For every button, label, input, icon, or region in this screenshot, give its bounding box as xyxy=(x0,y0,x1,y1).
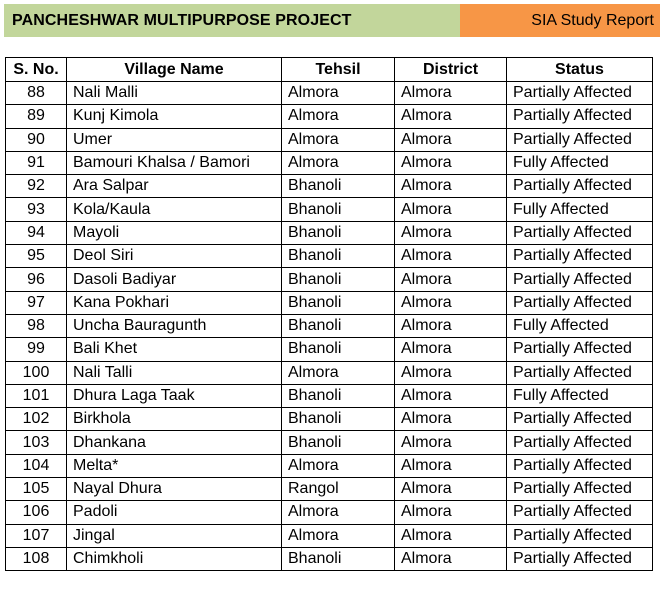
table-row xyxy=(6,408,653,431)
village-name-cell: Mayoli xyxy=(67,221,282,244)
status-cell: Fully Affected xyxy=(507,198,653,221)
district-cell: Almora xyxy=(395,105,507,128)
sno-cell: 88 xyxy=(6,82,67,105)
tehsil-cell: Bhanoli xyxy=(282,314,395,337)
sno-cell: 104 xyxy=(6,454,67,477)
page-header xyxy=(4,4,660,37)
tehsil-cell: Bhanoli xyxy=(282,408,395,431)
status-cell: Partially Affected xyxy=(507,245,653,268)
sno-cell: 105 xyxy=(6,478,67,501)
tehsil-cell: Almora xyxy=(282,82,395,105)
village-name-cell: Nali Malli xyxy=(67,82,282,105)
table-row xyxy=(6,151,653,174)
district-cell: Almora xyxy=(395,291,507,314)
status-cell: Partially Affected xyxy=(507,547,653,570)
sno-cell: 108 xyxy=(6,547,67,570)
district-cell: Almora xyxy=(395,198,507,221)
table-row xyxy=(6,221,653,244)
report-title: SIA Study Report xyxy=(531,11,654,29)
village-name-cell: Nali Talli xyxy=(67,361,282,384)
district-cell: Almora xyxy=(395,361,507,384)
status-cell: Partially Affected xyxy=(507,478,653,501)
district-cell: Almora xyxy=(395,524,507,547)
village-name-cell: Bamouri Khalsa / Bamori xyxy=(67,151,282,174)
status-cell: Fully Affected xyxy=(507,384,653,407)
table-row xyxy=(6,501,653,524)
tehsil-cell: Almora xyxy=(282,128,395,151)
status-cell: Partially Affected xyxy=(507,338,653,361)
tehsil-cell: Bhanoli xyxy=(282,198,395,221)
sno-cell: 89 xyxy=(6,105,67,128)
status-cell: Partially Affected xyxy=(507,454,653,477)
tehsil-cell: Rangol xyxy=(282,478,395,501)
table-row xyxy=(6,384,653,407)
table-row xyxy=(6,175,653,198)
status-cell: Partially Affected xyxy=(507,268,653,291)
column-header-district: District xyxy=(395,58,507,82)
district-cell: Almora xyxy=(395,501,507,524)
village-name-cell: Kunj Kimola xyxy=(67,105,282,128)
table-row xyxy=(6,524,653,547)
column-header-status: Status xyxy=(507,58,653,82)
tehsil-cell: Bhanoli xyxy=(282,384,395,407)
sno-cell: 100 xyxy=(6,361,67,384)
tehsil-cell: Bhanoli xyxy=(282,245,395,268)
tehsil-cell: Bhanoli xyxy=(282,547,395,570)
column-header-sno: S. No. xyxy=(6,58,67,82)
column-header-village: Village Name xyxy=(67,58,282,82)
district-cell: Almora xyxy=(395,314,507,337)
table-row xyxy=(6,268,653,291)
table-row xyxy=(6,105,653,128)
village-name-cell: Dhura Laga Taak xyxy=(67,384,282,407)
district-cell: Almora xyxy=(395,221,507,244)
table-row xyxy=(6,82,653,105)
table-row xyxy=(6,547,653,570)
sno-cell: 90 xyxy=(6,128,67,151)
status-cell: Partially Affected xyxy=(507,175,653,198)
status-cell: Fully Affected xyxy=(507,151,653,174)
sno-cell: 97 xyxy=(6,291,67,314)
district-cell: Almora xyxy=(395,431,507,454)
sno-cell: 99 xyxy=(6,338,67,361)
table-row xyxy=(6,338,653,361)
project-title: PANCHESHWAR MULTIPURPOSE PROJECT xyxy=(12,11,352,29)
village-name-cell: Dasoli Badiyar xyxy=(67,268,282,291)
table-row xyxy=(6,361,653,384)
sno-cell: 93 xyxy=(6,198,67,221)
table-header-row xyxy=(6,58,653,82)
tehsil-cell: Bhanoli xyxy=(282,268,395,291)
sno-cell: 94 xyxy=(6,221,67,244)
village-table xyxy=(5,57,653,571)
sno-cell: 107 xyxy=(6,524,67,547)
status-cell: Partially Affected xyxy=(507,82,653,105)
table-row xyxy=(6,431,653,454)
table-row xyxy=(6,245,653,268)
status-cell: Partially Affected xyxy=(507,501,653,524)
table-row xyxy=(6,478,653,501)
status-cell: Partially Affected xyxy=(507,105,653,128)
sno-cell: 96 xyxy=(6,268,67,291)
report-title-cell xyxy=(460,4,660,37)
district-cell: Almora xyxy=(395,268,507,291)
table-row xyxy=(6,314,653,337)
district-cell: Almora xyxy=(395,478,507,501)
village-name-cell: Ara Salpar xyxy=(67,175,282,198)
village-name-cell: Bali Khet xyxy=(67,338,282,361)
district-cell: Almora xyxy=(395,151,507,174)
sno-cell: 95 xyxy=(6,245,67,268)
tehsil-cell: Bhanoli xyxy=(282,291,395,314)
sno-cell: 103 xyxy=(6,431,67,454)
district-cell: Almora xyxy=(395,128,507,151)
district-cell: Almora xyxy=(395,338,507,361)
table-row xyxy=(6,198,653,221)
tehsil-cell: Almora xyxy=(282,524,395,547)
tehsil-cell: Almora xyxy=(282,361,395,384)
status-cell: Partially Affected xyxy=(507,408,653,431)
status-cell: Partially Affected xyxy=(507,524,653,547)
sno-cell: 101 xyxy=(6,384,67,407)
status-cell: Partially Affected xyxy=(507,128,653,151)
tehsil-cell: Almora xyxy=(282,454,395,477)
status-cell: Partially Affected xyxy=(507,361,653,384)
tehsil-cell: Bhanoli xyxy=(282,175,395,198)
project-title-cell xyxy=(4,4,460,37)
village-name-cell: Padoli xyxy=(67,501,282,524)
village-name-cell: Jingal xyxy=(67,524,282,547)
district-cell: Almora xyxy=(395,245,507,268)
sno-cell: 92 xyxy=(6,175,67,198)
status-cell: Partially Affected xyxy=(507,291,653,314)
sno-cell: 98 xyxy=(6,314,67,337)
village-name-cell: Kana Pokhari xyxy=(67,291,282,314)
sno-cell: 91 xyxy=(6,151,67,174)
tehsil-cell: Bhanoli xyxy=(282,431,395,454)
village-name-cell: Birkhola xyxy=(67,408,282,431)
district-cell: Almora xyxy=(395,82,507,105)
district-cell: Almora xyxy=(395,408,507,431)
table-row xyxy=(6,128,653,151)
table-row xyxy=(6,291,653,314)
village-name-cell: Uncha Bauragunth xyxy=(67,314,282,337)
village-name-cell: Umer xyxy=(67,128,282,151)
tehsil-cell: Bhanoli xyxy=(282,221,395,244)
village-name-cell: Chimkholi xyxy=(67,547,282,570)
district-cell: Almora xyxy=(395,384,507,407)
village-name-cell: Deol Siri xyxy=(67,245,282,268)
village-name-cell: Kola/Kaula xyxy=(67,198,282,221)
tehsil-cell: Almora xyxy=(282,151,395,174)
village-name-cell: Nayal Dhura xyxy=(67,478,282,501)
status-cell: Partially Affected xyxy=(507,431,653,454)
tehsil-cell: Bhanoli xyxy=(282,338,395,361)
tehsil-cell: Almora xyxy=(282,501,395,524)
village-name-cell: Dhankana xyxy=(67,431,282,454)
tehsil-cell: Almora xyxy=(282,105,395,128)
district-cell: Almora xyxy=(395,547,507,570)
district-cell: Almora xyxy=(395,454,507,477)
status-cell: Fully Affected xyxy=(507,314,653,337)
sno-cell: 102 xyxy=(6,408,67,431)
sno-cell: 106 xyxy=(6,501,67,524)
column-header-tehsil: Tehsil xyxy=(282,58,395,82)
status-cell: Partially Affected xyxy=(507,221,653,244)
table-row xyxy=(6,454,653,477)
village-name-cell: Melta* xyxy=(67,454,282,477)
district-cell: Almora xyxy=(395,175,507,198)
